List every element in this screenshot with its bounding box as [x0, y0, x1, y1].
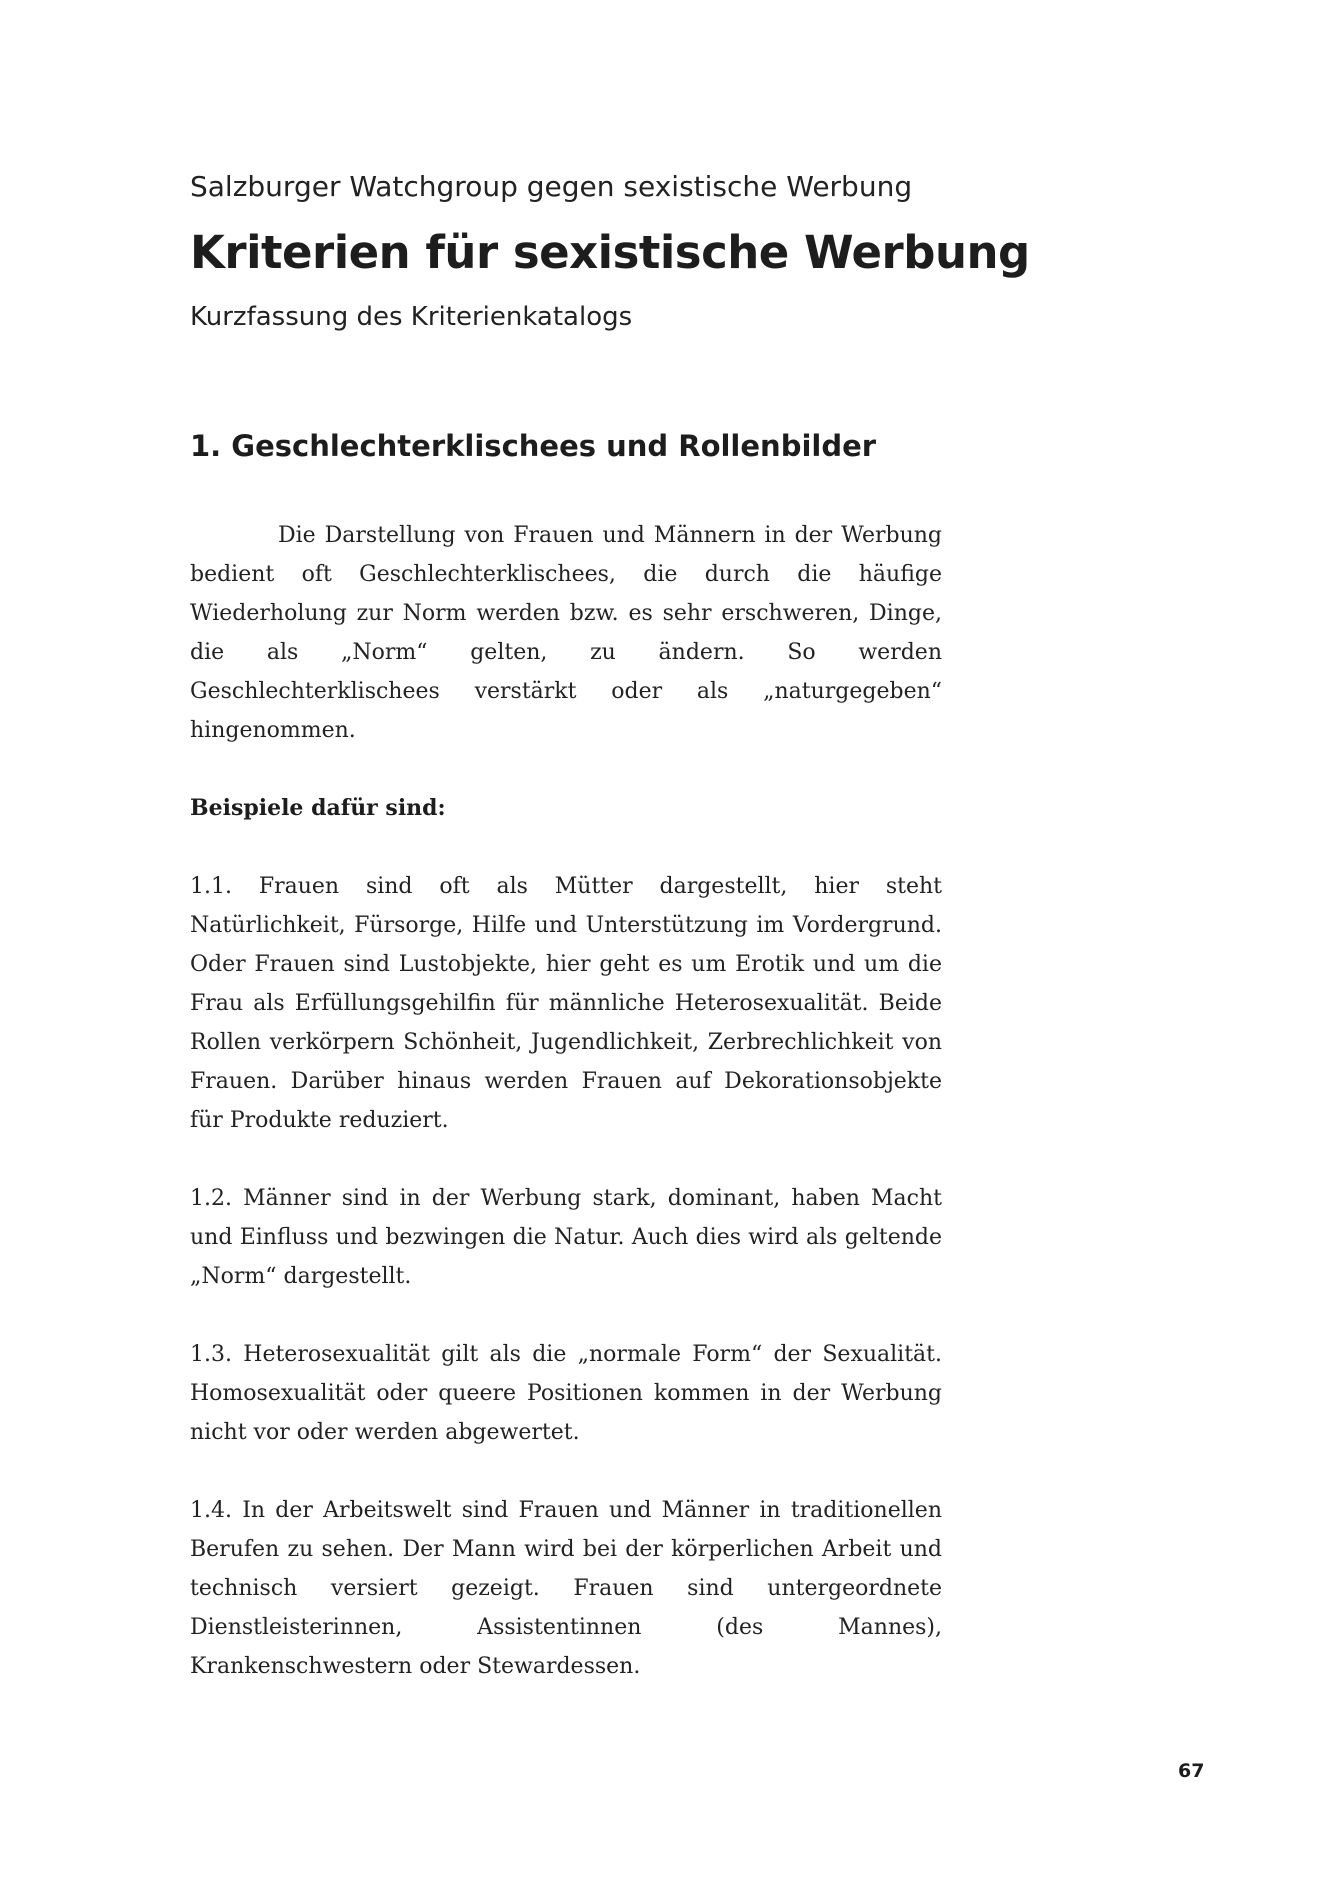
- page-title: Kriterien für sexistische Werbung: [190, 225, 1030, 279]
- page-subtitle: Kurzfassung des Kriterienkatalogs: [190, 301, 633, 332]
- list-item: 1.4. In der Arbeitswelt sind Frauen und Männer in traditionellen Berufen zu sehen. Der Mann wird bei der körperlichen Arbeit und technisch versiert gezeigt. Frauen sind untergeordnete Dienstleisterinnen, Assistentinnen (des Mannes), Krankenschwestern oder Stewardessen.: [190, 1497, 942, 1679]
- examples-label: Beispiele dafür sind:: [190, 794, 446, 821]
- intro-paragraph: Die Darstellung von Frauen und Männern in der Werbung bedient oft Geschlechterklischees, die durch die häufige Wiederholung zur Norm werden bzw. es sehr erschweren, Dinge, die als „Norm“ gelten, zu ändern. So werden Geschlechterklischees verstärkt oder als „naturgegeben“ hingenommen.: [190, 522, 942, 743]
- page-number: 67: [1178, 1760, 1205, 1782]
- list-item: 1.2. Männer sind in der Werbung stark, dominant, haben Macht und Einfluss und bezwingen die Natur. Auch dies wird als geltende „Norm“ dargestellt.: [190, 1185, 942, 1289]
- publisher-kicker: Salzburger Watchgroup gegen sexistische Werbung: [190, 170, 913, 203]
- section-heading: 1. Geschlechterklischees und Rollenbilder: [190, 428, 877, 463]
- list-item: 1.3. Heterosexualität gilt als die „normale Form“ der Sexualität. Homosexualität oder queere Positionen kommen in der Werbung nicht vor oder werden abgewertet.: [190, 1341, 942, 1445]
- text-column: [190, 170, 1030, 1686]
- list-item: 1.1. Frauen sind oft als Mütter dargestellt, hier steht Natürlichkeit, Fürsorge, Hilfe und Unterstützung im Vordergrund. Oder Frauen sind Lustobjekte, hier geht es um Erotik und um die Frau als Erfüllungsgehilfin für männliche Heterosexualität. Beide Rollen verkörpern Schönheit, Jugendlichkeit, Zerbrechlichkeit von Frauen. Darüber hinaus werden Frauen auf Dekorationsobjekte für Produkte reduziert.: [190, 873, 942, 1133]
